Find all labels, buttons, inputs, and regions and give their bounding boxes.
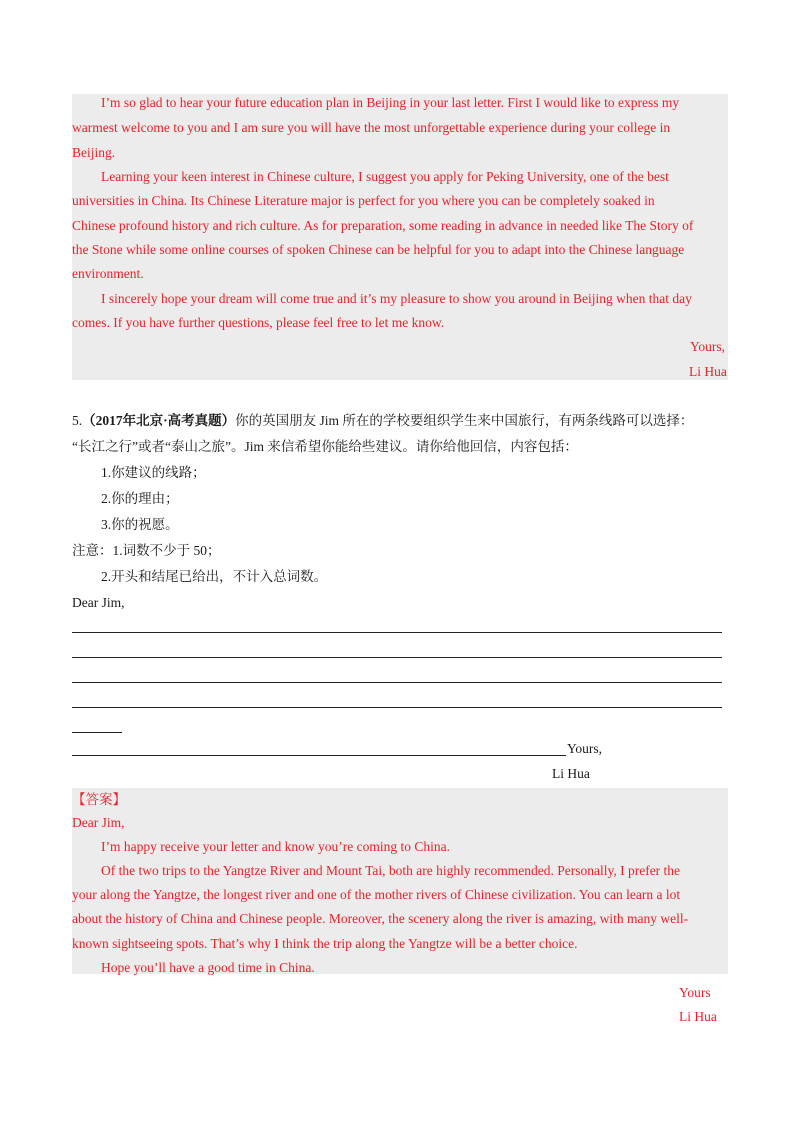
writing-line-4[interactable] xyxy=(72,707,722,708)
answer5-p2-line4: known sightseeing spots. That’s why I think the trip along the Yangtze will be a better choice. xyxy=(72,936,578,951)
question5-note-label: 注意： xyxy=(72,543,113,558)
answer-top-p3-line2: comes. If you have further questions, please feel free to let me know. xyxy=(72,315,445,330)
writing-line-6[interactable] xyxy=(72,755,566,756)
answer-top-p2-line4: the Stone while some online courses of spoken Chinese can be helpful for you to adapt into the Chinese language xyxy=(72,242,685,257)
question5-item-3: 3.你的祝愿。 xyxy=(101,517,179,532)
question5-source: （2017年北京·高考真题） xyxy=(82,413,236,428)
answer-top-p2-line5: environment. xyxy=(72,266,144,281)
writing-line-5[interactable] xyxy=(72,732,122,733)
question5-item-2: 2.你的理由； xyxy=(101,491,179,506)
writing-line-3[interactable] xyxy=(72,682,722,683)
answer-top-p1-line3: Beijing. xyxy=(72,145,116,160)
answer5-closing: Yours xyxy=(679,985,711,1000)
question5-number: 5. xyxy=(72,413,83,428)
question5-closing: Yours, xyxy=(567,741,603,756)
answer-top-p3-line1: I sincerely hope your dream will come true and it’s my pleasure to show you around in Beijing when that day xyxy=(101,291,692,306)
question5-prompt-line1: 你的英国朋友 Jim 所在的学校要组织学生来中国旅行，有两条线路可以选择： xyxy=(235,413,694,428)
answer-top-p1-line1: I’m so glad to hear your future education plan in Beijing in your last letter. First I would like to express my xyxy=(101,95,680,110)
answer5-p2-line1: Of the two trips to the Yangtze River and Mount Tai, both are highly recommended. Personally, I prefer the xyxy=(101,863,681,878)
answer5-p3: Hope you’ll have a good time in China. xyxy=(101,960,315,975)
answer-top-signature: Li Hua xyxy=(689,364,727,379)
answer5-salutation: Dear Jim, xyxy=(72,815,125,830)
writing-line-2[interactable] xyxy=(72,657,722,658)
question5-note-line1 xyxy=(72,542,221,560)
answer5-p2-line3: about the history of China and Chinese people. Moreover, the scenery along the river is amazing, with many well- xyxy=(72,911,689,926)
answer-top-p2-line3: Chinese profound history and rich culture. As for preparation, some reading in advance in needed like The Story of xyxy=(72,218,694,233)
answer5-p1: I’m happy receive your letter and know you’re coming to China. xyxy=(101,839,451,854)
answer5-signature: Li Hua xyxy=(679,1009,717,1024)
question5-prompt-line2: “长江之行”或者“泰山之旅”。Jim 来信希望你能给些建议。请你给他回信，内容包括： xyxy=(72,439,578,454)
question5-salutation: Dear Jim, xyxy=(72,595,125,610)
question5-note-1: 1.词数不少于 50； xyxy=(112,543,221,558)
answer-top-p2-line2: universities in China. Its Chinese Literature major is perfect for you where you can be completely soaked in xyxy=(72,193,655,208)
question5-heading-line xyxy=(72,412,693,430)
answer-top-p1-line2: warmest welcome to you and I am sure you will have the most unforgettable experience during your college in xyxy=(72,120,671,135)
question5-note-2: 2.开头和结尾已给出，不计入总词数。 xyxy=(101,569,328,584)
question5-item-1: 1.你建议的线路； xyxy=(101,465,206,480)
answer5-label: 【答案】 xyxy=(72,792,126,807)
answer-top-closing: Yours, xyxy=(690,339,726,354)
answer-top-p2-line1: Learning your keen interest in Chinese culture, I suggest you apply for Peking University, one of the best xyxy=(101,169,669,184)
writing-line-1[interactable] xyxy=(72,632,722,633)
question5-signature: Li Hua xyxy=(552,766,590,781)
answer5-p2-line2: your along the Yangtze, the longest river and one of the mother rivers of Chinese civilization. You can learn a lot xyxy=(72,887,681,902)
